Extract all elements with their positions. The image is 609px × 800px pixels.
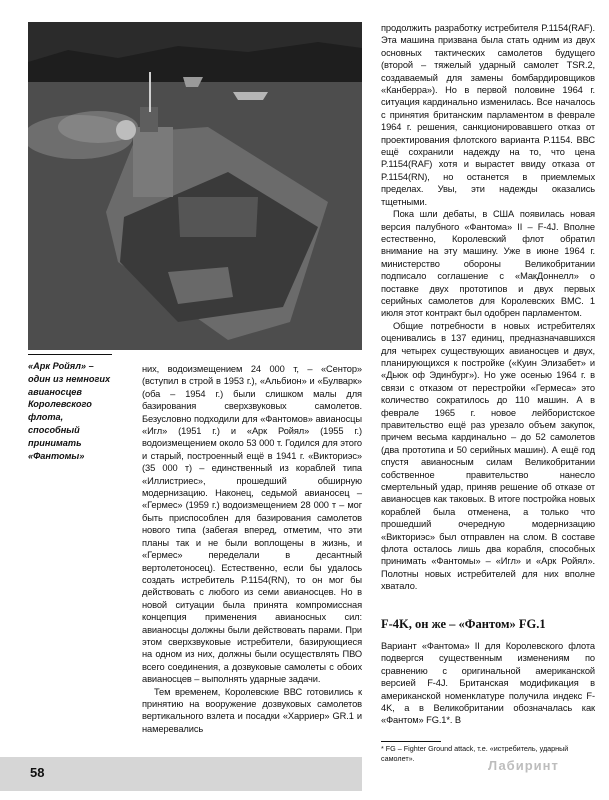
aircraft-carrier-photo bbox=[28, 22, 362, 350]
paragraph: Вариант «Фантома» II для Королевского флота подвергся существенным изменениям по сравнению с оригинальной американской версией F-4J. Британская модификация в американской номенклатуре получила индекс F-4K, а в Великобритании обозначалась как «Фантом» FG.1*. В bbox=[381, 641, 595, 726]
caption-rule bbox=[28, 354, 112, 355]
footnote: * FG – Fighter Ground attack, т.е. «истребитель, ударный самолет». bbox=[381, 744, 569, 763]
paragraph: них, водоизмещением 24 000 т, – «Сентор» (вступил в строй в 1953 г.), «Альбион» и «Булварк» (оба – 1954 г.) были слишком малы для базирования сверхзвуковых самолетов. Безусловно подходили для «Фантомов» авианосцы «Игл» (1951 г.) и «Арк Ройял» (1955 г.) водоизмещением около 53 000 т. Годился для этого и старый, построенный ещё в 1941 г. «Викториэс» (35 000 т) – единственный из кораблей типа «Иллистриес», прошедший обширную модернизацию. Наконец, седьмой авианосец – «Гермес» (1959 г.) водоизмещением 28 000 т – мог быть приспособлен для базирования самолетов нового типа (забегая вперед, отметим, что эти планы так и не были воплощены в жизнь, и «Гермес» переделали в десантный вертолетоносец). Естественно, если бы удалось создать истребитель P.1154(RN), то он мог бы действовать с любого из семи авианосцев. Но в новой ситуации была принята компромиссная концепция применения авианосных сил: авианосцы должны были действовать парами. При этом сверхзвуковые истребители, базирующиеся на одном из них, должны были осуществлять ПВО всего соединения, а дозвуковые самолеты с обоих авианосцев – выполнять ударные задачи. bbox=[142, 364, 362, 685]
left-text-column bbox=[142, 363, 362, 735]
paragraph: Пока шли дебаты, в США появилась новая версия палубного «Фантома» II – F-4J. Вполне естественно, Королевский флот обратил внимание на эту машину. Уже в июне 1964 г. министерство обороны Великобритании подписало соглашение с «МакДоннелл» о поставке двух прототипов и двух первых серийных самолетов для Королевских ВМС. 1 июля этот контракт был одобрен парламентом. bbox=[381, 209, 595, 319]
page-number: 58 bbox=[30, 765, 45, 780]
paragraph: Тем временем, Королевские ВВС готовились к принятию на вооружение дозвуковых самолетов вертикального взлета и посадки «Харриер» GR.1 и намеревались bbox=[142, 686, 362, 734]
watermark: Лабиринт bbox=[488, 758, 559, 773]
right-text-column-lower bbox=[381, 640, 595, 727]
page-number-band bbox=[0, 757, 362, 791]
right-text-column bbox=[381, 22, 595, 593]
footnote-rule bbox=[381, 741, 441, 742]
paragraph: Общие потребности в новых истребителях оценивались в 137 единиц, предназначавшихся для четырех существующих авианосцев и двух, планирующихся к постройке («Куин Элизабет» и «Дьюк оф Эдинбург»). Но уже осенью 1964 г. в связи с отказом от перестройки «Гермеса» это количество сократилось до 110 машин. А в феврале 1965 г. новое лейбористское правительство ещё раз урезало объем закупок, причем весьма кардинально – до 52 самолетов (два прототипа и 50 серийных машин). А ещё год спустя авианосным силам Великобритании собственное правительство нанесло смертельный удар, приняв решение об отказе от авианосцев как таковых. В итоге постройка новых кораблей была отменена, а только что прошедший очередную модернизацию «Викториэс» был отправлен на слом. В составе флота осталось лишь два корабля, способных принимать «Фантомы» – «Игл» и «Арк Ройял». Полотны новых истребителей для них вполне хватало. bbox=[381, 320, 595, 592]
section-heading: F-4K, он же – «Фантом» FG.1 bbox=[381, 617, 546, 631]
photo-caption: «Арк Ройял» – один из немногих авианосцев Королевского флота, способный принимать «Фантомы» bbox=[28, 361, 111, 461]
paragraph: продолжить разработку истребителя P.1154(RAF). Эта машина призвана была стать одним из двух основных тактических самолетов будущего (второй – тяжелый ударный самолет TSR.2, создаваемый для замены бомбардировщиков «Канберра»). Но в первой половине 1964 г. ситуация кардинально изменилась. Все началось с принятия британским парламентом в феврале 1964 г. решения, санкционировавшего отказ от проектирования флотского варианта P.1154. ВВС ещё сохранили надежду на то, что цена P.1154(RAF) хотя и вырастет ввиду отказа от P.1154(RN), но останется в приемлемых пределах. Увы, эти надежды оказались тщетными. bbox=[381, 23, 595, 207]
